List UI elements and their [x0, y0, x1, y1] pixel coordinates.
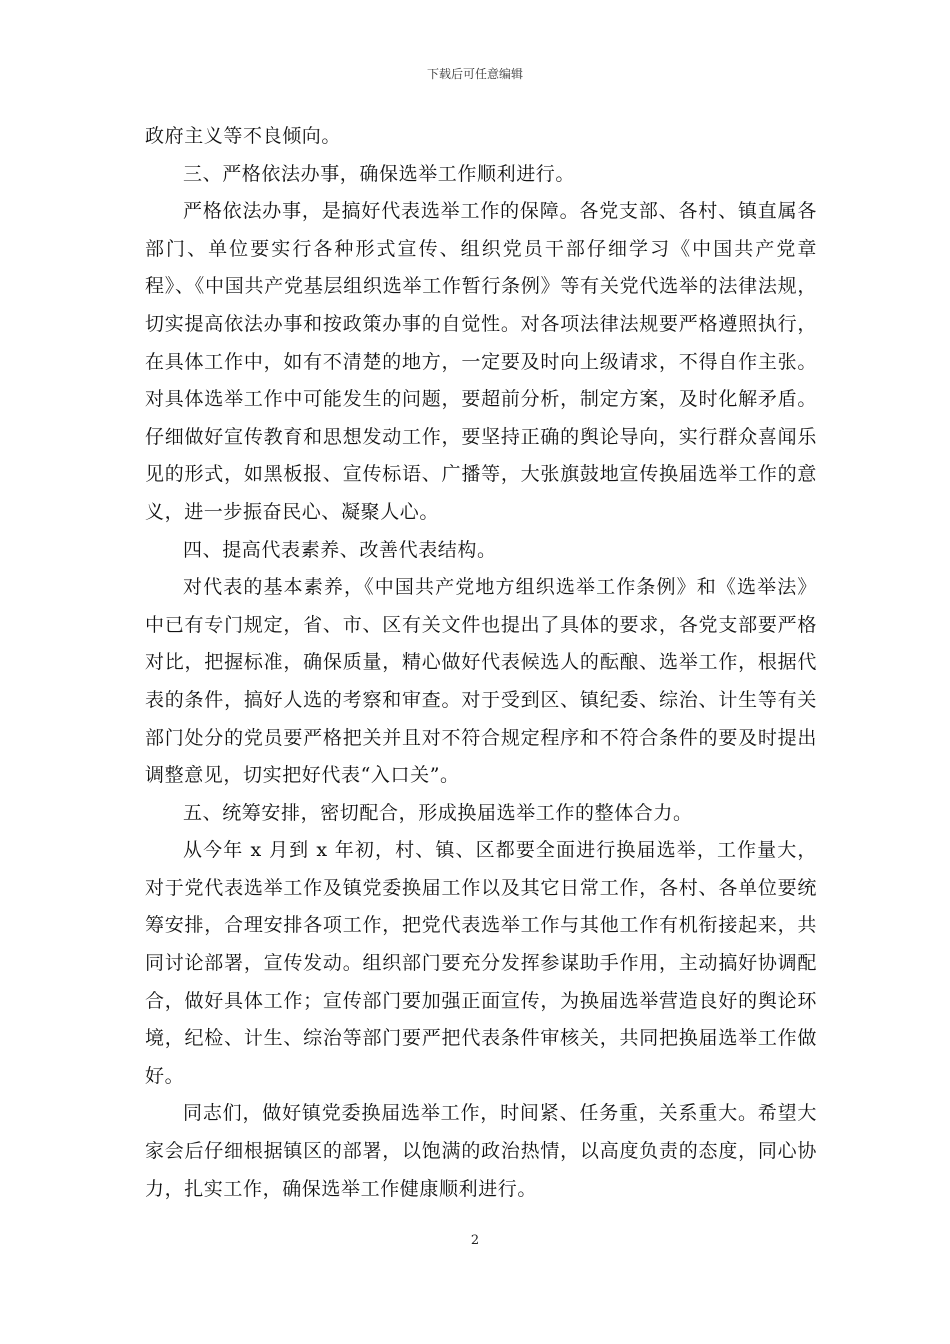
paragraph-closing: 同志们，做好镇党委换届选举工作，时间紧、任务重，关系重大。希望大家会后仔细根据镇区的部署，以饱满的政治热情，以高度负责的态度，同心协力，扎实工作，确保选举工作健康顺利进行。 — [145, 1102, 817, 1200]
section-heading-3: 三、严格依法办事，确保选举工作顺利进行。 — [183, 162, 576, 185]
paragraph-section-3: 严格依法办事，是搞好代表选举工作的保障。各党支部、各村、镇直属各部门、单位要实行各种形式宣传、组织党员干部仔细学习《中国共产党章程》、《中国共产党基层组织选举工作暂行条例》等有关党代选举的法律法规，切实提高依法办事和按政策办事的自觉性。对各项法律法规要严格遵照执行，在具体工作中，如有不清楚的地方，一定要及时向上级请求，不得自作主张。对具体选举工作中可能发生的问题，要超前分析，制定方案，及时化解矛盾。仔细做好宣传教育和思想发动工作，要坚持正确的舆论导向，实行群众喜闻乐见的形式，如黑板报、宣传标语、广播等，大张旗鼓地宣传换届选举工作的意义，进一步振奋民心、凝聚人心。 — [145, 200, 817, 523]
paragraph-section-5: 从今年 x 月到 x 年初，村、镇、区都要全面进行换届选举，工作量大，对于党代表选举工作及镇党委换届工作以及其它日常工作，各村、各单位要统筹安排，合理安排各项工作，把党代表选举工作与其他工作有机衔接起来，共同讨论部署，宣传发动。组织部门要充分发挥参谋助手作用，主动搞好协调配合，做好具体工作；宣传部门要加强正面宣传，为换届选举营造良好的舆论环境，纪检、计生、综治等部门要严把代表条件审核关，共同把换届选举工作做好。 — [145, 839, 817, 1087]
section-heading-5: 五、统筹安排，密切配合，形成换届选举工作的整体合力。 — [183, 801, 693, 824]
page-number: 2 — [470, 1233, 480, 1248]
page-header: 下载后可任意编辑 — [426, 67, 523, 81]
paragraph-section-4: 对代表的基本素养，《中国共产党地方组织选举工作条例》和《选举法》中已有专门规定，省、市、区有关文件也提出了具体的要求，各党支部要严格对比，把握标准，确保质量，精心做好代表候选人的酝酿、选举工作，根据代表的条件，搞好人选的考察和审查。对于受到区、镇纪委、综治、计生等有关部门处分的党员要严格把关并且对不符合规定程序和不符合条件的要及时提出调整意见，切实把好代表“入口关”。 — [145, 576, 817, 787]
section-heading-4: 四、提高代表素养、改善代表结构。 — [183, 538, 497, 561]
paragraph-continuation: 政府主义等不良倾向。 — [145, 125, 342, 147]
document-body — [145, 118, 817, 1208]
